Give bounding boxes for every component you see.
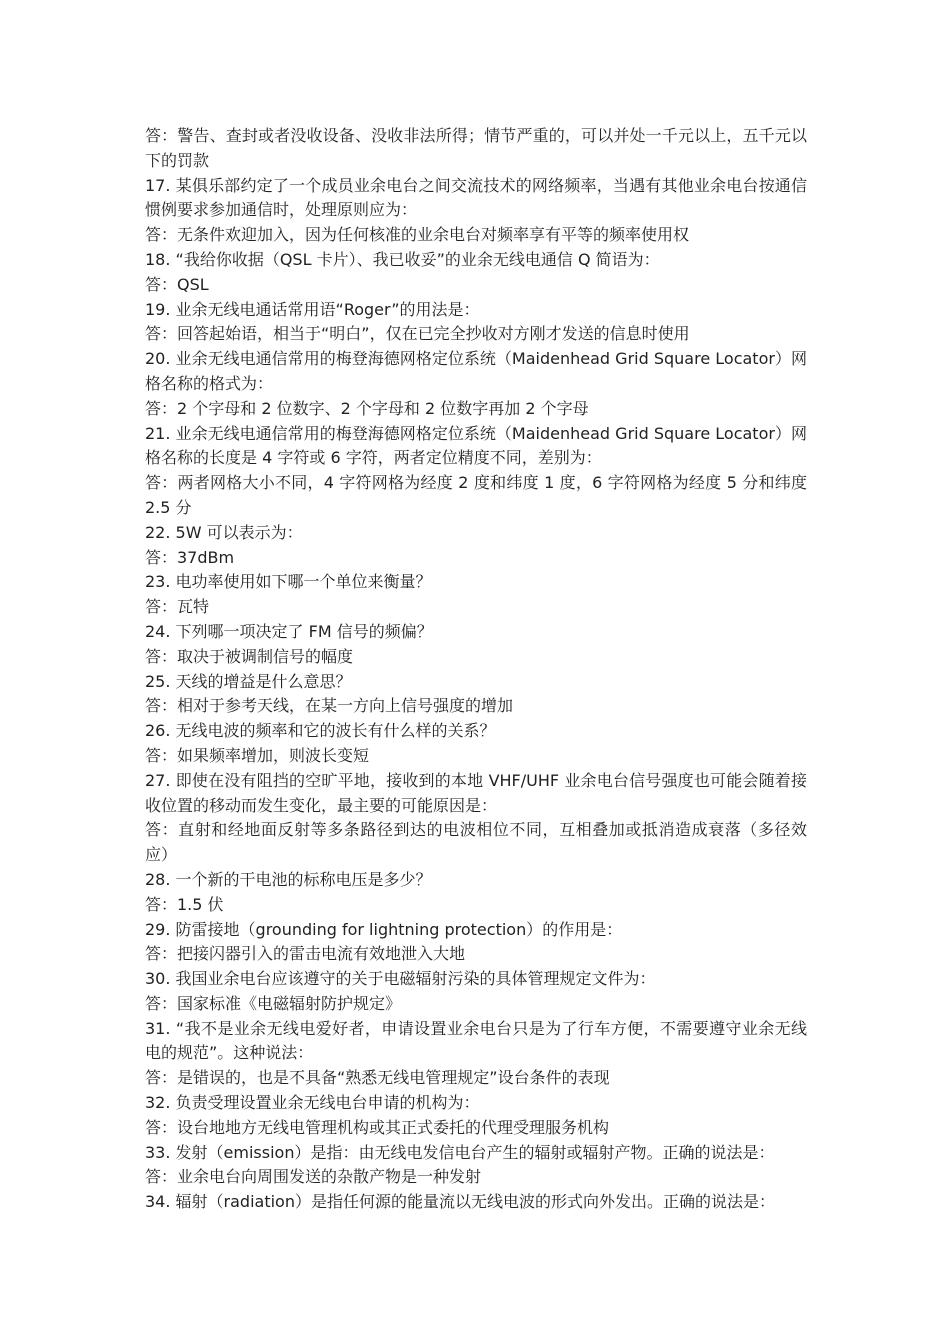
answer-paragraph: 答：取决于被调制信号的幅度: [145, 646, 354, 666]
answer-paragraph: 答：两者网格大小不同，4 字符网格为经度 2 度和纬度 1 度，6 字符网格为经度 5 分和纬度 2.5 分: [145, 473, 807, 517]
answer-paragraph: 答：业余电台向周围发送的杂散产物是一种发射: [145, 1167, 482, 1187]
question-paragraph: 28. 一个新的干电池的标称电压是多少？: [145, 869, 432, 889]
answer-paragraph: 答：回答起始语，相当于“明白”，仅在已完全抄收对方刚才发送的信息时使用: [145, 324, 690, 344]
document-body: [145, 124, 807, 1215]
question-paragraph: 19. 业余无线电通话常用语“Roger”的用法是：: [145, 299, 480, 319]
question-paragraph: 34. 辐射（radiation）是指任何源的能量流以无线电波的形式向外发出。正确的说法是：: [145, 1192, 775, 1212]
answer-paragraph: 答：瓦特: [145, 597, 210, 617]
question-paragraph: 20. 业余无线电通信常用的梅登海德网格定位系统（Maidenhead Grid Square Locator）网格名称的格式为：: [145, 349, 807, 393]
answer-paragraph: 答：设台地地方无线电管理机构或其正式委托的代理受理服务机构: [145, 1117, 610, 1137]
answer-paragraph: 答：直射和经地面反射等多条路径到达的电波相位不同，互相叠加或抵消造成衰落（多径效应）: [145, 820, 807, 865]
question-paragraph: 26. 无线电波的频率和它的波长有什么样的关系？: [145, 721, 496, 741]
question-paragraph: 22. 5W 可以表示为：: [145, 522, 303, 542]
question-paragraph: 29. 防雷接地（grounding for lightning protection）的作用是：: [145, 919, 623, 939]
answer-paragraph: 答：相对于参考天线，在某一方向上信号强度的增加: [145, 696, 514, 716]
question-paragraph: 21. 业余无线电通信常用的梅登海德网格定位系统（Maidenhead Grid Square Locator）网格名称的长度是 4 字符或 6 字符，两者定位精度不同，差别为：: [145, 423, 807, 468]
question-paragraph: 27. 即使在没有阻挡的空旷平地，接收到的本地 VHF/UHF 业余电台信号强度也可能会随着接收位置的移动而发生变化，最主要的可能原因是：: [145, 770, 807, 815]
answer-paragraph: 答：2 个字母和 2 位数字、2 个字母和 2 位数字再加 2 个字母: [145, 398, 589, 418]
answer-paragraph: 答：如果频率增加，则波长变短: [145, 745, 370, 765]
question-paragraph: 30. 我国业余电台应该遵守的关于电磁辐射污染的具体管理规定文件为：: [145, 969, 656, 989]
answer-paragraph: 答：无条件欢迎加入，因为任何核准的业余电台对频率享有平等的频率使用权: [145, 225, 690, 245]
question-paragraph: 25. 天线的增益是什么意思？: [145, 671, 352, 691]
question-paragraph: 17. 某俱乐部约定了一个成员业余电台之间交流技术的网络频率，当遇有其他业余电台按通信惯例要求参加通信时，处理原则应为：: [145, 175, 807, 220]
question-paragraph: 33. 发射（emission）是指：由无线电发信电台产生的辐射或辐射产物。正确的说法是：: [145, 1142, 775, 1162]
question-paragraph: 23. 电功率使用如下哪一个单位来衡量？: [145, 572, 432, 592]
answer-paragraph: 答：把接闪器引入的雷击电流有效地泄入大地: [145, 944, 466, 964]
answer-paragraph: 答：警告、查封或者没收设备、没收非法所得；情节严重的，可以并处一千元以上，五千元以下的罚款: [145, 126, 807, 170]
answer-paragraph: 答：国家标准《电磁辐射防护规定》: [145, 993, 402, 1013]
question-paragraph: 18. “我给你收据（QSL 卡片）、我已收妥”的业余无线电通信 Q 简语为：: [145, 249, 660, 269]
question-paragraph: 24. 下列哪一项决定了 FM 信号的频偏？: [145, 621, 433, 641]
answer-paragraph: 答：1.5 伏: [145, 894, 224, 914]
answer-paragraph: 答：是错误的，也是不具备“熟悉无线电管理规定”设台条件的表现: [145, 1068, 610, 1088]
question-paragraph: 32. 负责受理设置业余无线电台申请的机构为：: [145, 1093, 480, 1113]
answer-paragraph: 答：37dBm: [145, 547, 235, 567]
question-paragraph: 31. “我不是业余无线电爱好者，申请设置业余电台只是为了行车方便，不需要遵守业余无线电的规范”。这种说法：: [145, 1018, 807, 1063]
answer-paragraph: 答：QSL: [145, 274, 209, 294]
